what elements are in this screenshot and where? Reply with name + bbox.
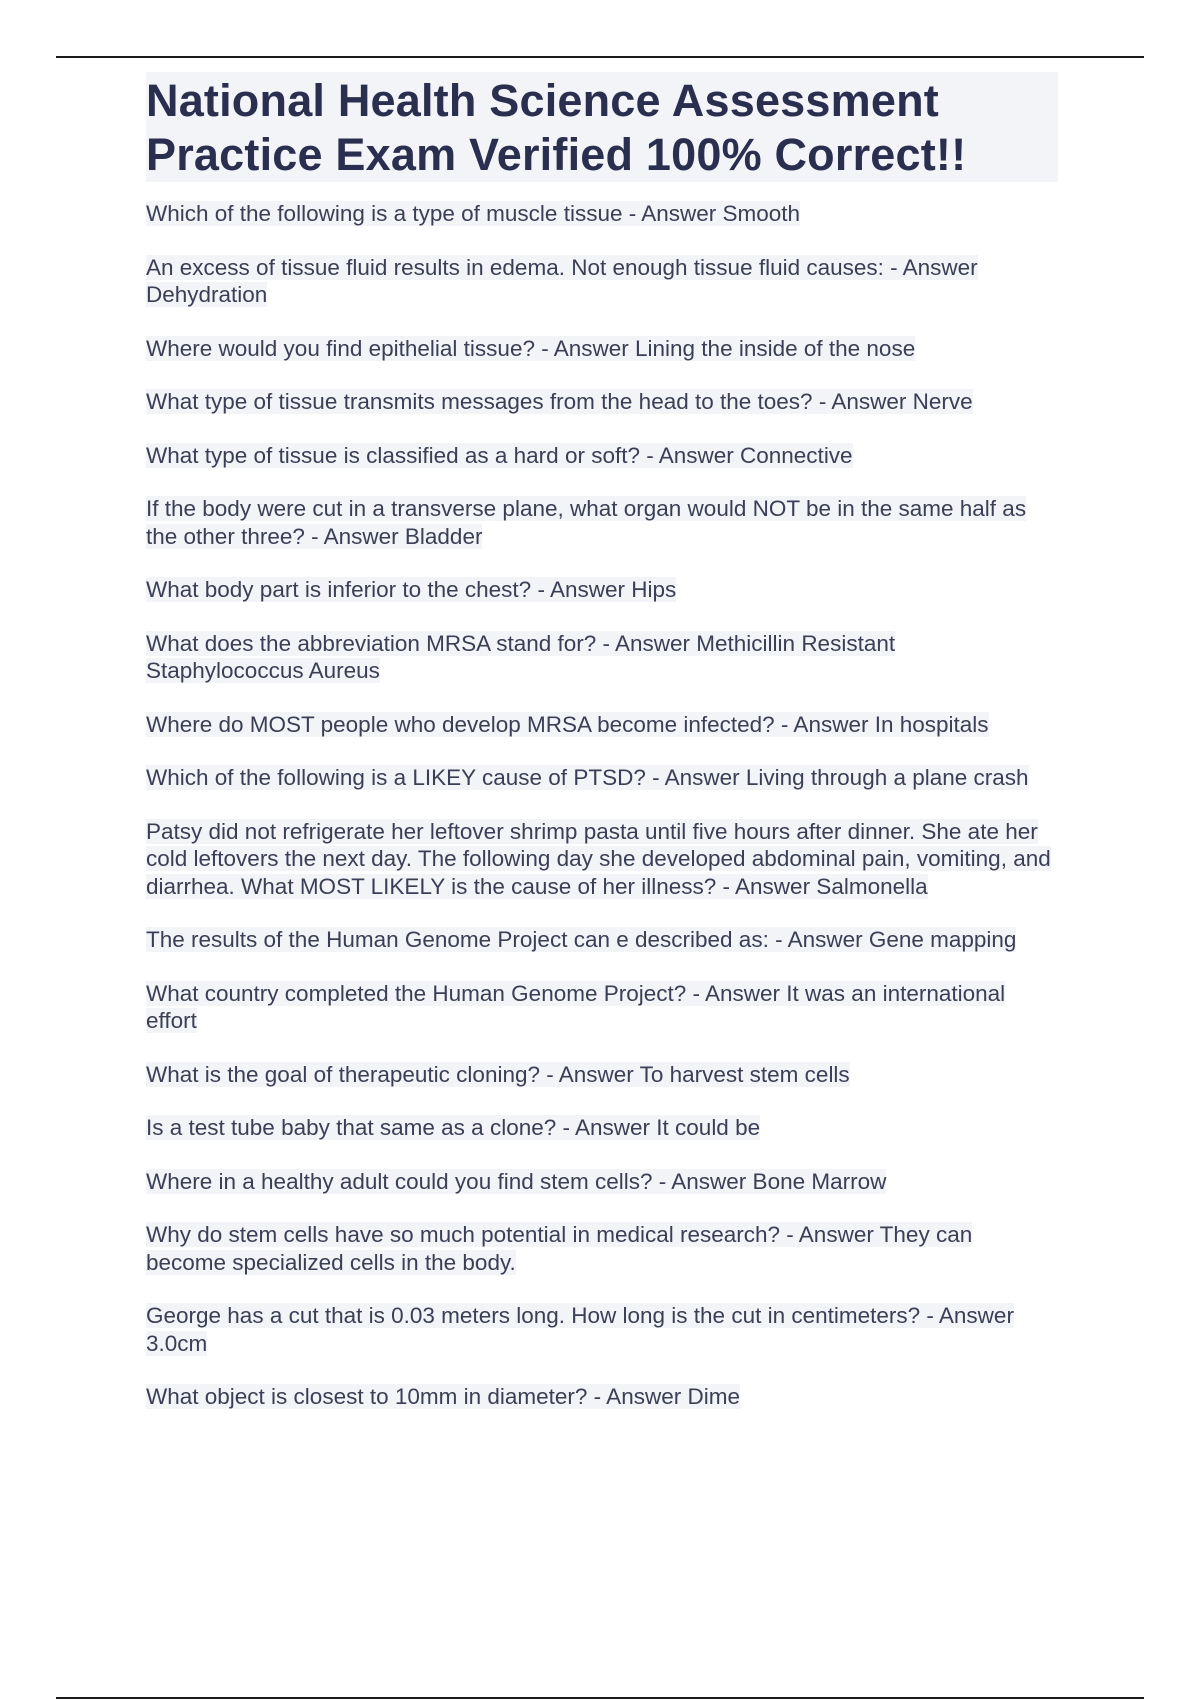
qa-item: [146, 818, 1056, 901]
qa-item: [146, 711, 1056, 739]
qa-item: [146, 1302, 1056, 1357]
qa-text: What country completed the Human Genome Project? - Answer It was an international effort: [146, 980, 1006, 1033]
document-body: [146, 72, 1056, 1437]
qa-item: [146, 980, 1056, 1035]
bottom-rule: [56, 1697, 1144, 1699]
qa-item: [146, 388, 1056, 416]
qa-item: [146, 630, 1056, 685]
qa-text: What type of tissue is classified as a hard or soft? - Answer Connective: [146, 442, 853, 468]
qa-item: [146, 335, 1056, 363]
qa-text: Which of the following is a type of muscle tissue - Answer Smooth: [146, 201, 801, 226]
qa-text: Where in a healthy adult could you find stem cells? - Answer Bone Marrow: [146, 1168, 887, 1194]
qa-text: An excess of tissue fluid results in edema. Not enough tissue fluid causes: - Answer Dehydration: [146, 254, 978, 307]
qa-item: [146, 495, 1056, 550]
qa-item: [146, 1061, 1056, 1089]
document-title: [146, 74, 1054, 182]
qa-text: Why do stem cells have so much potential in medical research? - Answer They can become specialized cells in the body.: [146, 1222, 973, 1275]
top-rule: [56, 56, 1144, 58]
qa-text: What body part is inferior to the chest? - Answer Hips: [146, 577, 677, 602]
qa-item: [146, 1221, 1056, 1276]
qa-text: The results of the Human Genome Project can e described as: - Answer Gene mapping: [146, 927, 1017, 952]
qa-item: [146, 1168, 1056, 1196]
qa-text: Where do MOST people who develop MRSA become infected? - Answer In hospitals: [146, 711, 989, 737]
qa-text: Is a test tube baby that same as a clone? - Answer It could be: [146, 1115, 761, 1140]
qa-list: [146, 200, 1056, 1411]
title-block: [146, 72, 1058, 182]
qa-item: [146, 1383, 1056, 1411]
qa-text: What does the abbreviation MRSA stand for? - Answer Methicillin Resistant Staphylococcus Aureus: [146, 630, 896, 683]
qa-text: If the body were cut in a transverse plane, what organ would NOT be in the same half as the other three? - Answer Bladder: [146, 496, 1027, 549]
qa-text: What object is closest to 10mm in diameter? - Answer Dime: [146, 1384, 740, 1409]
qa-item: [146, 764, 1056, 792]
qa-text: What type of tissue transmits messages from the head to the toes? - Answer Nerve: [146, 389, 973, 414]
qa-item: [146, 926, 1056, 954]
title-line-1: National Health Science Assessment: [146, 75, 939, 126]
qa-item: [146, 1114, 1056, 1142]
qa-item: [146, 254, 1056, 309]
qa-text: Patsy did not refrigerate her leftover shrimp pasta until five hours after dinner. She ate her cold leftovers the next day. The following day she developed abdominal pain, vomiting, and diarrhea. What MOST LIKELY is the cause of her illness? - Answer Salmonella: [146, 818, 1051, 899]
qa-item: [146, 200, 1056, 228]
qa-text: Which of the following is a LIKEY cause of PTSD? - Answer Living through a plane crash: [146, 765, 1029, 790]
title-line-2: Practice Exam Verified 100% Correct!!: [146, 129, 967, 180]
qa-text: George has a cut that is 0.03 meters long. How long is the cut in centimeters? - Answer 3.0cm: [146, 1303, 1014, 1356]
qa-text: Where would you find epithelial tissue? - Answer Lining the inside of the nose: [146, 335, 916, 361]
qa-item: [146, 576, 1056, 604]
qa-item: [146, 442, 1056, 470]
qa-text: What is the goal of therapeutic cloning? - Answer To harvest stem cells: [146, 1061, 850, 1087]
